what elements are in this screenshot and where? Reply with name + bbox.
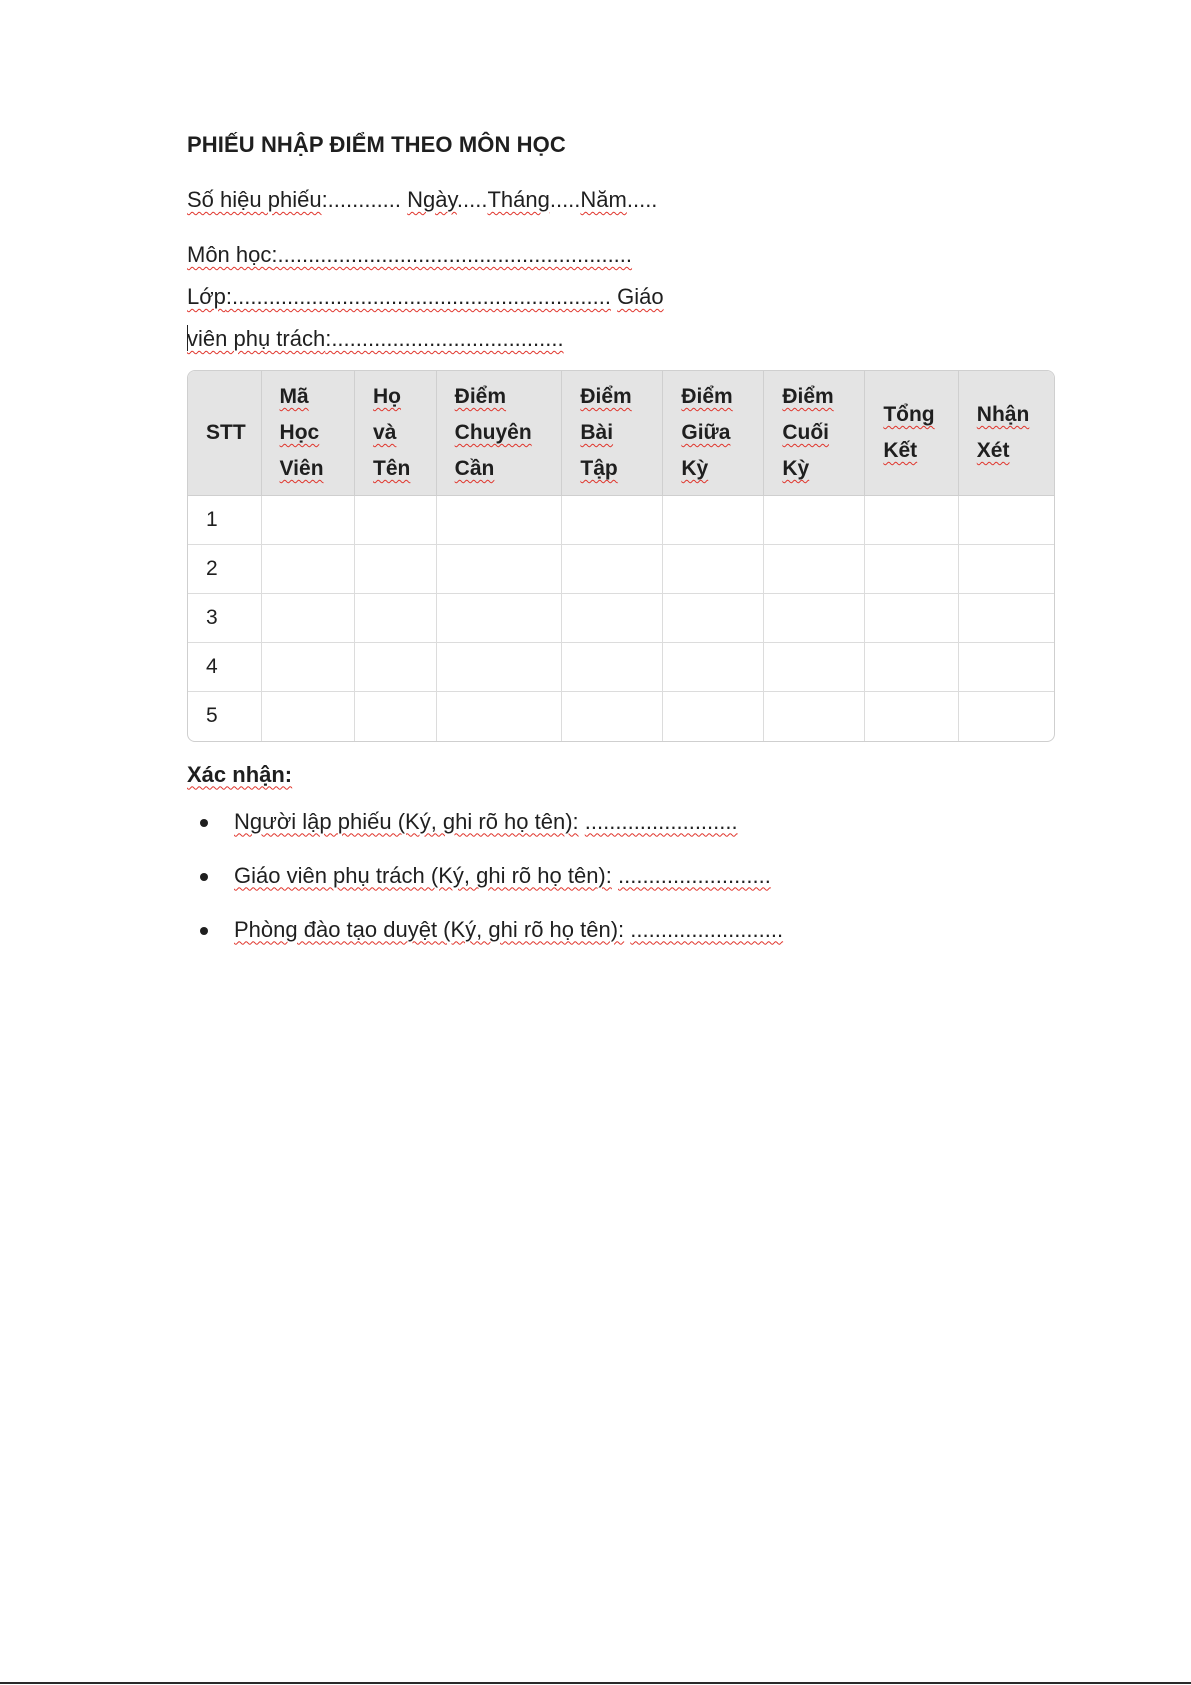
list-item[interactable] bbox=[187, 914, 1053, 946]
list-item[interactable] bbox=[187, 806, 1053, 838]
signature-fill[interactable]: ......................... bbox=[584, 808, 738, 834]
table-cell[interactable] bbox=[261, 496, 354, 545]
column-header-text: Mã bbox=[279, 385, 309, 408]
signature-label: Người lập phiếu (Ký, ghi rõ họ tên): bbox=[234, 808, 579, 834]
column-header bbox=[355, 371, 437, 496]
signature-label: Giáo viên phụ trách (Ký, ghi rõ họ tên): bbox=[234, 862, 612, 888]
so-hieu-label: Số hiệu phiếu bbox=[187, 187, 322, 212]
table-cell[interactable] bbox=[436, 545, 562, 594]
table-cell[interactable] bbox=[865, 496, 958, 545]
table-cell[interactable] bbox=[562, 545, 663, 594]
table-cell[interactable] bbox=[865, 692, 958, 741]
table-cell[interactable] bbox=[261, 692, 354, 741]
table-cell[interactable] bbox=[663, 692, 764, 741]
column-header bbox=[958, 371, 1054, 496]
table-cell[interactable] bbox=[436, 643, 562, 692]
table-cell[interactable] bbox=[958, 692, 1054, 741]
column-header-text: và bbox=[373, 421, 397, 444]
table-cell[interactable] bbox=[764, 692, 865, 741]
table-body bbox=[188, 496, 1054, 741]
table-row bbox=[188, 545, 1054, 594]
column-header-text: Nhận bbox=[976, 403, 1030, 426]
table-cell[interactable] bbox=[355, 692, 437, 741]
table-cell[interactable] bbox=[958, 594, 1054, 643]
vien-phu-trach-label: viên phụ trách bbox=[187, 326, 326, 351]
table-cell[interactable] bbox=[958, 545, 1054, 594]
column-header-text: Điểm bbox=[454, 385, 507, 408]
subject-class-teacher-line[interactable] bbox=[187, 234, 1053, 360]
table-cell[interactable] bbox=[355, 643, 437, 692]
table-cell[interactable] bbox=[261, 545, 354, 594]
signature-fill[interactable]: ......................... bbox=[630, 916, 784, 942]
table-cell[interactable] bbox=[764, 643, 865, 692]
mon-hoc-fill[interactable]: :.......................................................... bbox=[271, 242, 633, 267]
table-cell[interactable] bbox=[355, 594, 437, 643]
table-row bbox=[188, 496, 1054, 545]
column-header-text: Điểm bbox=[580, 385, 632, 408]
table-row bbox=[188, 643, 1054, 692]
column-header bbox=[261, 371, 354, 496]
column-header-text: Tập bbox=[580, 457, 618, 480]
row-number: 1 bbox=[188, 496, 261, 545]
table-cell[interactable] bbox=[865, 594, 958, 643]
so-hieu-fill[interactable]: :............ bbox=[321, 187, 402, 212]
table-cell[interactable] bbox=[764, 594, 865, 643]
column-header-text: Kỳ bbox=[681, 457, 709, 480]
grade-table-container bbox=[187, 370, 1055, 742]
column-header bbox=[562, 371, 663, 496]
table-cell[interactable] bbox=[261, 643, 354, 692]
table-header-row bbox=[188, 371, 1054, 496]
table-cell[interactable] bbox=[562, 594, 663, 643]
table-cell[interactable] bbox=[764, 496, 865, 545]
table-cell[interactable] bbox=[764, 545, 865, 594]
page-bottom-divider bbox=[0, 1682, 1191, 1684]
table-cell[interactable] bbox=[355, 545, 437, 594]
row-number: 3 bbox=[188, 594, 261, 643]
table-cell[interactable] bbox=[663, 545, 764, 594]
column-header bbox=[188, 371, 261, 496]
column-header-text: Giữa bbox=[681, 421, 731, 444]
column-header-text: Họ bbox=[373, 385, 402, 408]
table-cell[interactable] bbox=[562, 692, 663, 741]
row-number: 2 bbox=[188, 545, 261, 594]
table-cell[interactable] bbox=[958, 643, 1054, 692]
column-header-text: Tên bbox=[373, 457, 411, 480]
column-header bbox=[764, 371, 865, 496]
lop-label: Lớp bbox=[187, 284, 226, 309]
nam-label: Năm bbox=[580, 187, 627, 212]
vien-phu-trach-fill[interactable]: :...................................... bbox=[325, 326, 564, 351]
table-row bbox=[188, 692, 1054, 741]
grade-table bbox=[188, 371, 1054, 741]
table-cell[interactable] bbox=[663, 643, 764, 692]
lop-fill[interactable]: :.............................................................. bbox=[225, 284, 611, 309]
table-cell[interactable] bbox=[663, 594, 764, 643]
column-header-text: Xét bbox=[976, 439, 1010, 462]
column-header-text: STT bbox=[206, 421, 246, 444]
table-cell[interactable] bbox=[562, 643, 663, 692]
list-item[interactable] bbox=[187, 860, 1053, 892]
column-header-text: Chuyên bbox=[454, 421, 532, 444]
column-header-text: Bài bbox=[580, 421, 614, 444]
mon-hoc-label: Môn học bbox=[187, 242, 272, 267]
column-header-text: Kết bbox=[883, 439, 918, 462]
column-header-text: Học bbox=[279, 421, 320, 444]
thang-label: Tháng bbox=[487, 187, 550, 212]
confirm-title: Xác nhận: bbox=[187, 761, 293, 787]
column-header-text: Kỳ bbox=[782, 457, 810, 480]
document-body[interactable] bbox=[187, 120, 1053, 968]
confirm-list bbox=[187, 806, 1053, 946]
column-header bbox=[865, 371, 958, 496]
signature-label: Phòng đào tạo duyệt (Ký, ghi rõ họ tên): bbox=[234, 916, 625, 942]
column-header bbox=[436, 371, 562, 496]
thang-fill[interactable]: ..... bbox=[549, 187, 581, 212]
table-cell[interactable] bbox=[663, 496, 764, 545]
table-cell[interactable] bbox=[958, 496, 1054, 545]
form-number-line[interactable] bbox=[187, 180, 1053, 220]
table-cell[interactable] bbox=[436, 692, 562, 741]
column-header-text: Cần bbox=[454, 457, 495, 480]
column-header-text: Tổng bbox=[883, 403, 935, 426]
table-cell[interactable] bbox=[562, 496, 663, 545]
column-header-text: Điểm bbox=[681, 385, 733, 408]
nam-fill[interactable]: ..... bbox=[626, 187, 658, 212]
column-header-text: Điểm bbox=[782, 385, 834, 408]
table-cell[interactable] bbox=[865, 545, 958, 594]
table-cell[interactable] bbox=[261, 594, 354, 643]
ngay-label: Ngày bbox=[407, 187, 457, 212]
signature-fill[interactable]: ......................... bbox=[618, 862, 771, 888]
column-header-text: Viên bbox=[279, 457, 324, 480]
table-row bbox=[188, 594, 1054, 643]
giao-label: Giáo bbox=[617, 284, 664, 309]
table-cell[interactable] bbox=[355, 496, 437, 545]
column-header-text: Cuối bbox=[782, 421, 829, 444]
table-cell[interactable] bbox=[865, 643, 958, 692]
row-number: 4 bbox=[188, 643, 261, 692]
row-number: 5 bbox=[188, 692, 261, 741]
column-header bbox=[663, 371, 764, 496]
ngay-fill[interactable]: ..... bbox=[456, 187, 488, 212]
table-cell[interactable] bbox=[436, 496, 562, 545]
document-title: PHIẾU NHẬP ĐIỂM THEO MÔN HỌC bbox=[187, 132, 566, 157]
table-cell[interactable] bbox=[436, 594, 562, 643]
